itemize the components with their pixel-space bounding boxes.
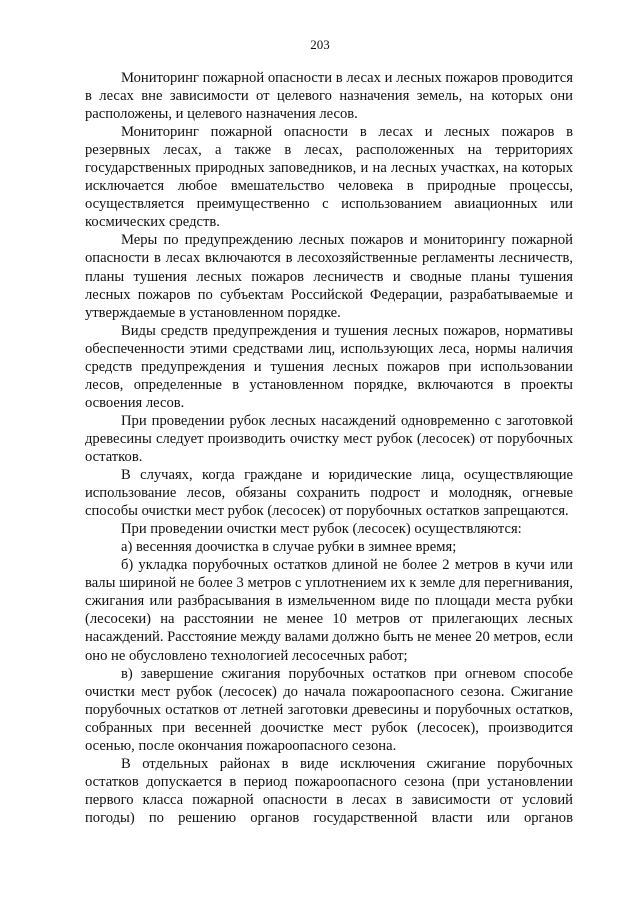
list-item-b: б) укладка порубочных остатков длиной не более 2 метров в кучи или валы шириной не более 3 метров с уплотнением их к земле для перегнивания, сжигания или разбрасывания в измельченном виде по площади места рубки (лесосеки) на расстоянии не менее 10 метров от прилегающих лесных насаждений. Расстояние между валами должно быть не менее 20 метров, если оно не обусловлено технологией лесосечных работ; [85,557,573,664]
paragraph-7: При проведении очистки мест рубок (лесосек) осуществляются: [121,521,522,538]
body-text [85,69,573,827]
paragraph-3: Меры по предупреждению лесных пожаров и мониторингу пожарной опасности в лесах включаются в лесохозяйственные регламенты лесничеств, планы тушения лесных пожаров лесничеств и сводные планы тушения лесных пожаров по субъектам Российской Федерации, разрабатываемые и утверждаемые в установленном порядке. [85,232,573,321]
paragraph-4: Виды средств предупреждения и тушения лесных пожаров, нормативы обеспеченности этими средствами лиц, использующих леса, нормы наличия средств предупреждения и тушения лесных пожаров при использовании лесов, определенные в установленном порядке, включаются в проекты освоения лесов. [85,322,573,411]
paragraph-6: В случаях, когда граждане и юридические лица, осуществляющие использование лесов, обязаны сохранить подрост и молодняк, огневые способы очистки мест рубок (лесосек) от порубочных остатков запрещаются. [85,467,573,520]
paragraph-final: В отдельных районах в виде исключения сжигание порубочных остатков допускается в период пожароопасного сезона (при установлении первого класса пожарной опасности в лесах в зависимости от условий погоды) по решению органов государственной власти или органов [85,755,573,826]
paragraph-1: Мониторинг пожарной опасности в лесах и лесных пожаров проводится в лесах вне зависимости от целевого назначения земель, на которых они расположены, и целевого назначения лесов. [85,70,573,123]
paragraph-2: Мониторинг пожарной опасности в лесах и лесных пожаров в резервных лесах, а также в лесах, расположенных на территориях государственных природных заповедников, и на лесных участках, на которых исключается любое вмешательство человека в природные процессы, осуществляется преимущественно с использованием авиационных или космических средств. [85,124,573,231]
paragraph-5: При проведении рубок лесных насаждений одновременно с заготовкой древесины следует производить очистку мест рубок (лесосек) от порубочных остатков. [85,412,573,465]
list-item-c: в) завершение сжигания порубочных остатков при огневом способе очистки мест рубок (лесосек) до начала пожароопасного сезона. Сжигание порубочных остатков от летней заготовки древесины и порубочных остатков, собранных при весенней доочистке мест рубок (лесосек), производится осенью, после окончания пожароопасного сезона. [85,665,573,754]
list-item-a: а) весенняя доочистка в случае рубки в зимнее время; [121,539,457,556]
page-number: 203 [310,37,330,52]
